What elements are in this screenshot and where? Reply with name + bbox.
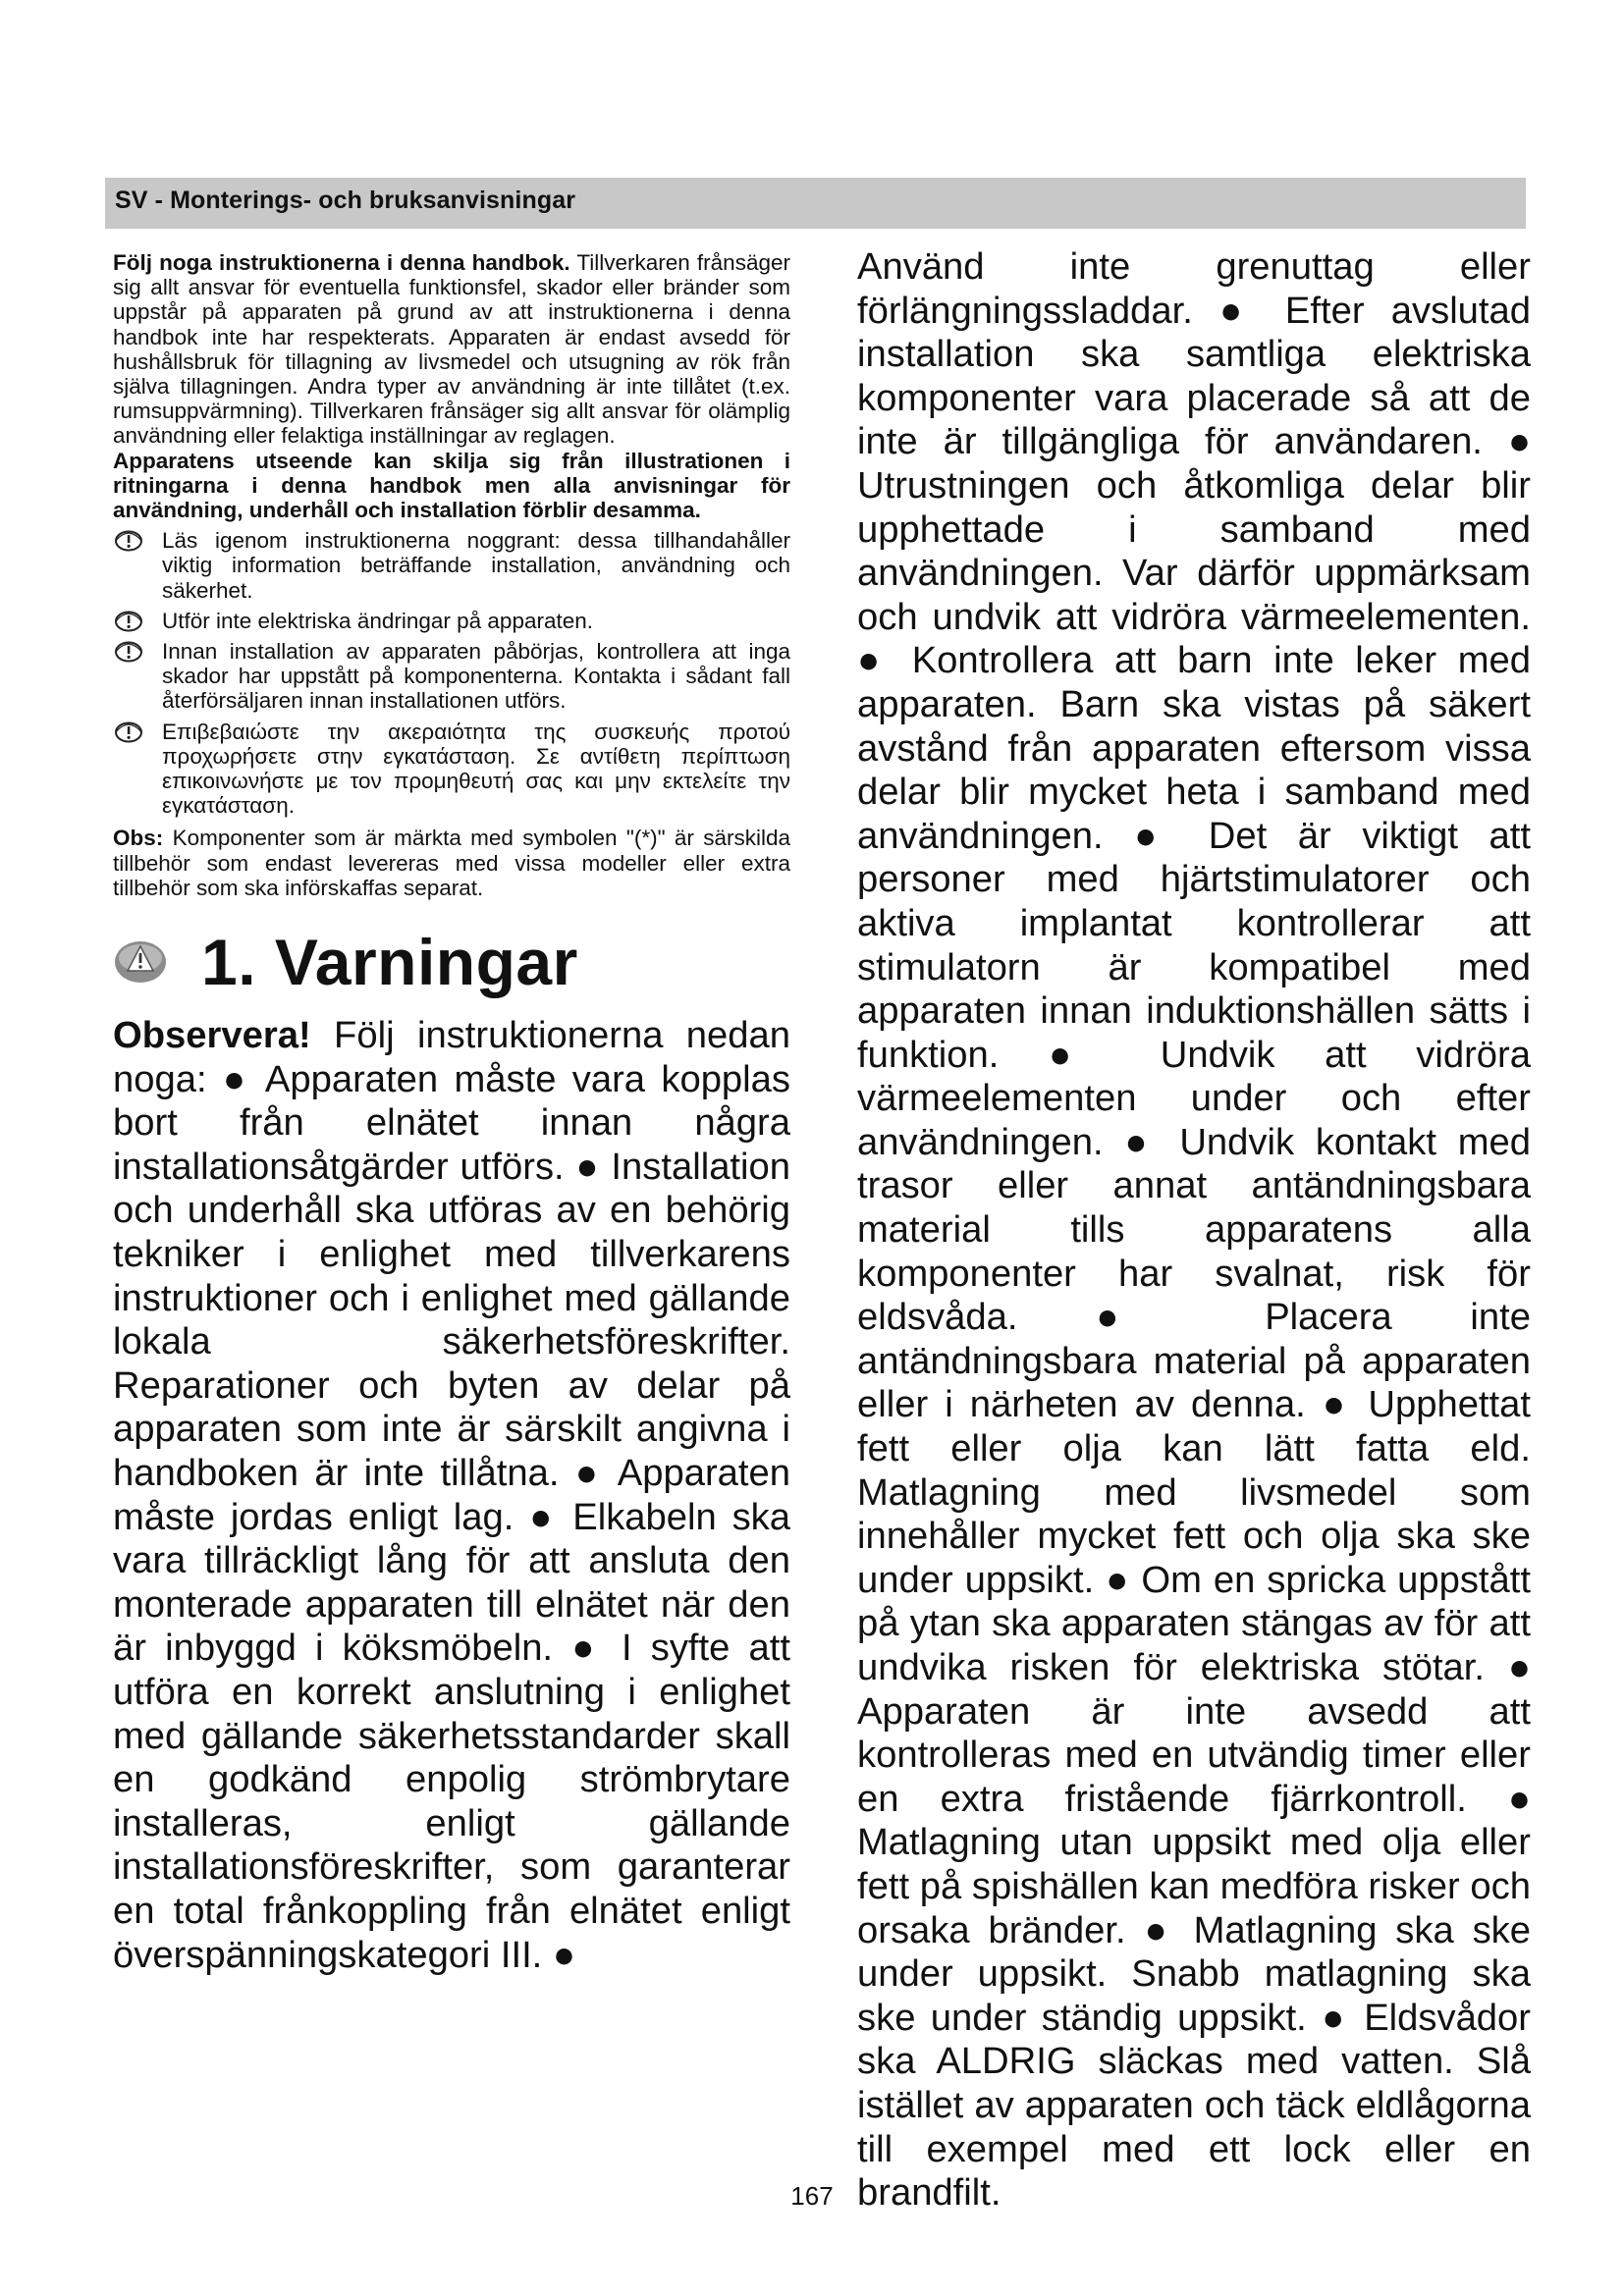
note-text: Innan installation av apparaten påbörjas, kontrollera att inga skador har uppstått på komponenterna. Kontakta i sådant fall återförsäljaren innan installationen utförs. bbox=[162, 639, 790, 714]
warnings-right-paragraph: Använd inte grenuttag eller förlängningssladdar. ● Efter avslutad installation ska samtliga elektriska komponenter vara placerade så att de inte är tillgängliga för användaren. ● Utrustningen och åtkomliga delar blir upphettade i samband med användningen. Var därför uppmärksam och undvik att vidröra värmeelementen. ● Kontrollera att barn inte leker med apparaten. Barn ska vistas på säkert avstånd från apparaten eftersom vissa delar blir mycket heta i samband med användningen. ● Det är viktigt att personer med hjärtstimulatorer och aktiva implantat kontrollerar att stimulatorn är kompatibel med apparaten innan induktionshällen sätts i funktion. ● Undvik att vidröra värmeelementen under och efter användningen. ● Undvik kontakt med trasor eller annat antändningsbara material tills apparatens alla komponenter har svalnat, risk för eldsvåda. ● Placera inte antändningsbara material på apparaten eller i närheten av denna. ● Upphettat fett eller olja kan lätt fatta eld. Matlagning med livsmedel som innehåller mycket fett och olja ska ske under uppsikt. ● Om en spricka uppstått på ytan ska apparaten stängas av för att undvika risken för elektriska stötar. ● Apparaten är inte avsedd att kontrolleras med en utvändig timer eller en extra fristående fjärrkontroll. ● Matlagning utan uppsikt med olja eller fett på spishällen kan medföra risker och orsaka bränder. ● Matlagning ska ske under uppsikt. Snabb matlagning ska ske under ständig uppsikt. ● Eldsvådor ska ALDRIG släckas med vatten. Slå istället av apparaten och täck eldlågorna till exempel med ett lock eller en brandfilt. bbox=[857, 245, 1531, 2215]
intro-paragraph bbox=[113, 250, 790, 449]
note-item bbox=[113, 609, 790, 633]
right-column bbox=[857, 245, 1531, 2216]
caution-circle-icon bbox=[113, 641, 144, 663]
note-text: Utför inte elektriska ändringar på apparaten. bbox=[162, 608, 594, 633]
section-heading bbox=[113, 926, 790, 999]
intro-lead: Följ noga instruktionerna i denna handbok. bbox=[113, 250, 570, 275]
page-number: 167 bbox=[790, 2181, 834, 2211]
caution-circle-icon bbox=[113, 530, 144, 552]
header-title: SV - Monterings- och bruksanvisningar bbox=[115, 187, 576, 214]
obs-paragraph bbox=[113, 826, 790, 900]
intro-block bbox=[113, 250, 790, 900]
intro-text: Tillverkaren frånsäger sig allt ansvar för eventuella funktionsfel, skador eller bränder som uppstår på apparaten på grund av att instruktionerna i denna handbok inte har respekterats. Apparaten är endast avsedd för hushållsbruk för tillagning av livsmedel och utsugning av rök från själva tillagningen. Andra typer av användning är inte tillåtet (t.ex. rumsuppvärmning). Tillverkaren frånsäger sig allt ansvar för olämplig användning eller felaktiga inställningar av reglagen. bbox=[113, 250, 790, 449]
note-item bbox=[113, 639, 790, 714]
header-bar bbox=[105, 178, 1526, 229]
note-item bbox=[113, 528, 790, 603]
caution-circle-icon bbox=[113, 721, 144, 743]
note-item bbox=[113, 720, 790, 819]
appearance-note: Apparatens utseende kan skilja sig från illustrationen i ritningarna i denna handbok men alla anvisningar för användning, underhåll och installation förblir desamma. bbox=[113, 448, 790, 523]
caution-circle-icon bbox=[113, 611, 144, 632]
left-column bbox=[113, 250, 790, 1977]
warning-triangle-icon bbox=[113, 938, 168, 986]
warnings-left bbox=[113, 1014, 790, 1977]
note-text: Läs igenom instruktionerna noggrant: dessa tillhandahåller viktig information beträffande installation, användning och säkerhet. bbox=[162, 528, 790, 603]
warnings-left-paragraph bbox=[113, 1014, 790, 1977]
warnings-left-text: Följ instruktionerna nedan noga: ● Apparaten måste vara kopplas bort från elnätet innan några installationsåtgärder utförs. ● Installation och underhåll ska utföras av en behörig tekniker i enlighet med tillverkarens instruktioner och i enlighet med gällande lokala säkerhetsföreskrifter. Reparationer och byten av delar på apparaten som inte är särskilt angivna i handboken är inte tillåtna. ● Apparaten måste jordas enligt lag. ● Elkabeln ska vara tillräckligt lång för att ansluta den monterade apparaten till elnätet när den är inbyggd i köksmöbeln. ● I syfte att utföra en korrekt anslutning i enlighet med gällande säkerhetsstandarder skall en godkänd enpolig strömbrytare installeras, enligt gällande installationsföreskrifter, som garanterar en total frånkoppling från elnätet enligt överspänningskategori III. ● bbox=[113, 1014, 790, 1976]
obs-text: Komponenter som är märkta med symbolen "(*)" är särskilda tillbehör som endast levereras med vissa modeller eller extra tillbehör som ska införskaffas separat. bbox=[113, 826, 790, 900]
warnings-lead: Observera! bbox=[113, 1014, 311, 1057]
obs-label: Obs: bbox=[113, 826, 164, 851]
note-text: Επιβεβαιώστε την ακεραιότητα της συσκευής προτού προχωρήσετε στην εγκατάσταση. Σε αντίθετη περίπτωση επικοινωνήστε με τον προμηθευτή σας και μην εκτελείτε την εγκατάσταση. bbox=[162, 719, 790, 819]
warnings-right bbox=[857, 245, 1531, 2216]
section-title: 1. Varningar bbox=[201, 926, 578, 999]
